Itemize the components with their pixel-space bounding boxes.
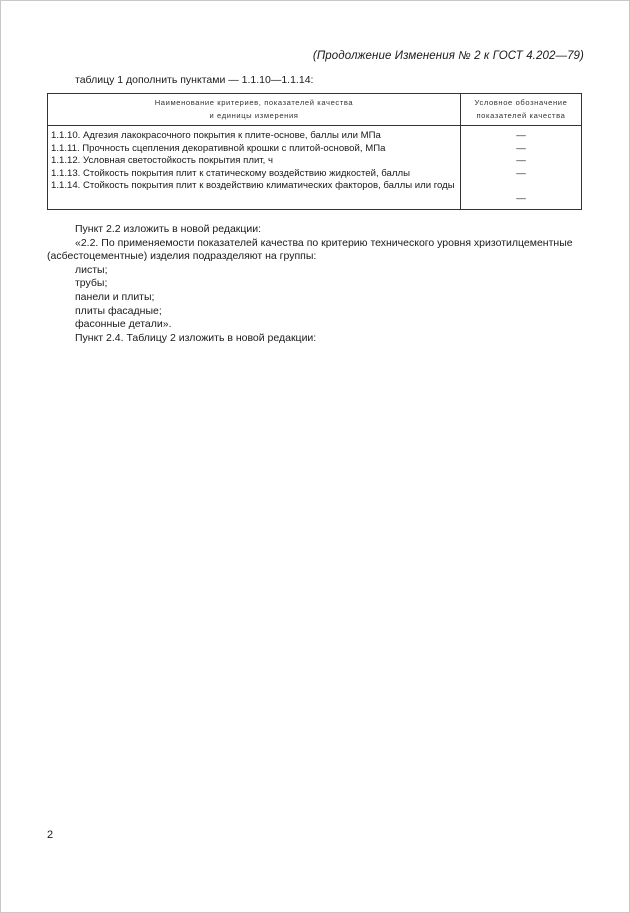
intro-text: таблицу 1 дополнить пунктами — 1.1.10—1.1.14: [75, 74, 314, 86]
criterion-1-1-11: 1.1.11. Прочность сцепления декоративной крошки с плитой-основой, МПа [51, 142, 386, 154]
column-header-designation-line1: Условное обозначение [474, 98, 568, 107]
criteria-table [47, 93, 582, 210]
designation-1-1-12: — [516, 155, 526, 167]
designation-1-1-14: — [516, 192, 526, 204]
designation-1-1-10: — [516, 130, 526, 141]
table-body-row [48, 126, 582, 210]
designation-spacer [461, 180, 581, 193]
list-item-fittings: фасонные детали». [75, 318, 172, 331]
paragraph-2-4: Пункт 2.4. Таблицу 2 изложить в новой редакции: [75, 331, 317, 344]
column-header-criteria [48, 94, 461, 126]
column-header-criteria-line2: и единицы измерения [209, 111, 299, 120]
list-item-pipes: трубы; [75, 277, 108, 290]
list-item-facade-plates: плиты фасадные; [75, 304, 162, 317]
criterion-1-1-14: 1.1.14. Стойкость покрытия плит к воздействию климатических факторов, баллы или годы [51, 180, 455, 192]
list-item-sheets: листы; [75, 263, 108, 276]
paragraph-2-2-intro: Пункт 2.2 изложить в новой редакции: [75, 223, 262, 235]
column-header-designation [461, 94, 582, 126]
designation-1-1-11: — [516, 142, 526, 154]
designation-cell [461, 126, 582, 210]
criteria-names-cell [48, 126, 461, 210]
criterion-1-1-10: 1.1.10. Адгезия лакокрасочного покрытия к плите-основе, баллы или МПа [51, 130, 381, 141]
body-text [47, 223, 587, 345]
column-header-criteria-line1: Наименование критериев, показателей качества [154, 98, 354, 107]
table-header-row [48, 94, 582, 126]
paragraph-2-2-text: «2.2. По применяемости показателей качества по критерию технического уровня хризотилцементные (асбестоцементные) изделия подразделяют на группы: [47, 236, 573, 263]
list-item-panels: панели и плиты; [75, 290, 155, 303]
designation-1-1-13: — [516, 167, 526, 179]
column-header-designation-line2: показателей качества [476, 111, 566, 120]
continuation-note: (Продолжение Изменения № 2 к ГОСТ 4.202—79) [312, 50, 584, 62]
criterion-1-1-13: 1.1.13. Стойкость покрытия плит к статическому воздействию жидкостей, баллы [51, 167, 410, 179]
criterion-1-1-12: 1.1.12. Условная светостойкость покрытия плит, ч [51, 155, 273, 167]
page-number: 2 [47, 829, 54, 841]
